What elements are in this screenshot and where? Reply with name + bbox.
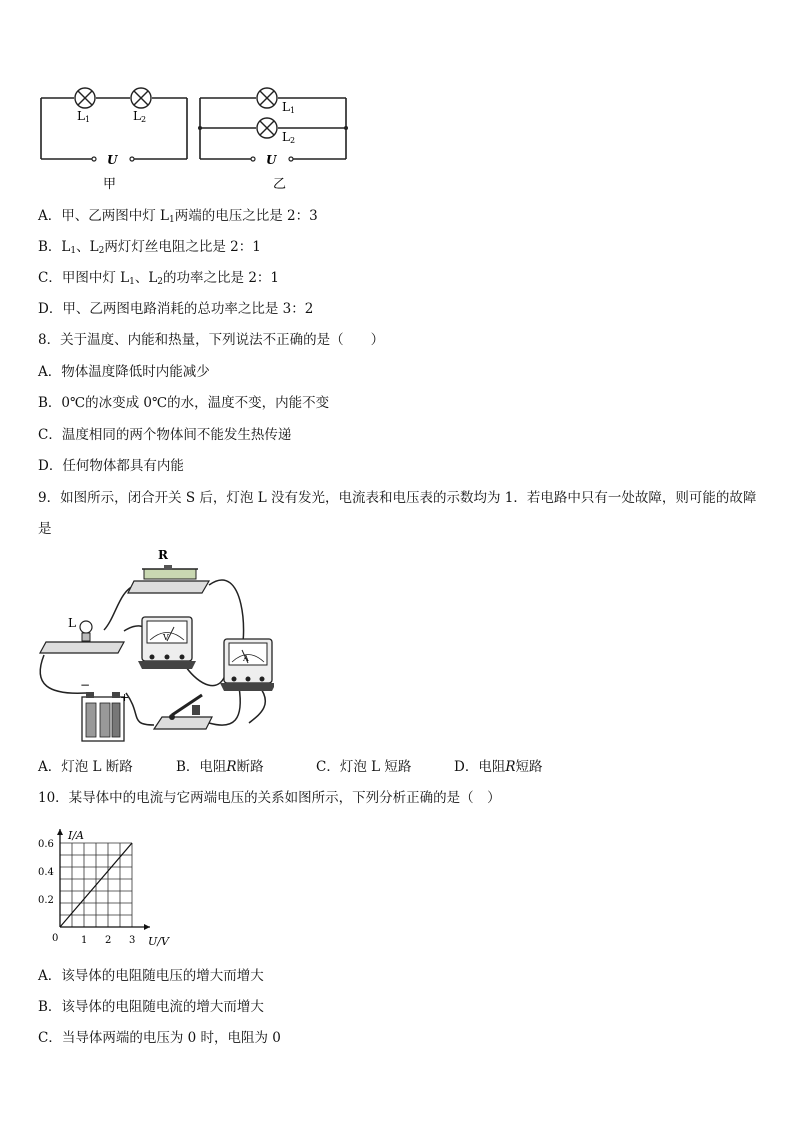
lamp-l1-icon: [75, 88, 95, 108]
resistor-icon: [128, 565, 209, 593]
label-lamp-l: L: [68, 616, 76, 630]
svg-text:L2: L2: [282, 130, 296, 145]
q9-option-d: D．电阻R短路: [454, 759, 543, 775]
q10-option-c: C．当导体两端的电压为 0 时，电阻为 0: [38, 1030, 281, 1046]
battery-icon: [82, 692, 124, 741]
voltmeter-icon: [138, 617, 196, 669]
q8-option-d: D．任何物体都具有内能: [38, 458, 184, 474]
circuit-yi-figure: [196, 84, 352, 194]
label-battery-minus: −: [80, 678, 91, 692]
q8-option-b: B．0℃的冰变成 0℃的水，温度不变，内能不变: [38, 395, 330, 411]
q10-option-b: B．该导体的电阻随电流的增大而增大: [38, 999, 264, 1015]
q7-option-d: D．甲、乙两图电路消耗的总功率之比是 3：2: [38, 301, 314, 317]
q10-option-a: A．该导体的电阻随电压的增大而增大: [38, 968, 264, 984]
caption-yi: 乙: [273, 177, 287, 192]
label-l2: L: [282, 130, 290, 144]
lamp-icon: [40, 621, 124, 653]
y-tick-label: 0.6: [38, 839, 54, 850]
y-axis-label: I/A: [68, 829, 84, 842]
label-l1: L: [282, 100, 290, 114]
svg-text:L1: L1: [282, 100, 296, 115]
svg-text:L2: L2: [133, 109, 147, 124]
circuit-jia-figure: [36, 84, 192, 194]
iu-chart: [36, 822, 176, 952]
switch-icon: [154, 695, 212, 729]
y-tick-label: 0.2: [38, 895, 54, 906]
label-ammeter-a: A: [243, 654, 249, 663]
label-voltmeter-v: V: [163, 633, 169, 642]
origin-label: 0: [52, 933, 59, 944]
label-source-u: U: [107, 153, 118, 167]
q10-stem: 10．某导体中的电流与它两端电压的关系如图所示，下列分析正确的是（ ）: [38, 790, 501, 806]
q9-option-c: C．灯泡 L 短路: [316, 759, 412, 775]
y-axis-arrow-icon: [57, 829, 63, 835]
label-l2: L: [133, 109, 141, 123]
label-resistor-r: R: [158, 548, 168, 562]
q7-option-a: A．甲、乙两图中灯 $L_1$两端的电压之比是 2：3: [38, 208, 318, 225]
x-tick-label: 1: [81, 935, 88, 946]
q9-option-b: B．电阻R断路: [176, 759, 264, 775]
q8-option-c: C．温度相同的两个物体间不能发生热传递: [38, 427, 292, 443]
q9-options: [38, 757, 543, 777]
x-axis-label: U/V: [148, 935, 169, 948]
label-source-u: U: [266, 153, 277, 167]
ammeter-icon: [220, 639, 274, 691]
q9-circuit-figure: [34, 545, 274, 750]
q8-stem: 8．关于温度、内能和热量，下列说法不正确的是（ ）: [38, 332, 385, 348]
caption-jia: 甲: [103, 177, 117, 192]
q7-option-c: C．甲图中灯 $L_1$、$L_2$的功率之比是 2：1: [38, 270, 280, 287]
label-battery-plus: +: [120, 691, 130, 704]
q9-option-a: A．灯泡 L 断路: [38, 759, 133, 775]
q9-stem: 9．如图所示，闭合开关 S 后，灯泡 L 没有发光，电流表和电压表的示数均为 1．若电路中只有一处故障，则可能的故障是: [38, 490, 757, 537]
q7-option-b: B．$L_1$、$L_2$两灯灯丝电阻之比是 2：1: [38, 239, 261, 256]
lamp-l2-icon: [131, 88, 151, 108]
y-tick-label: 0.4: [38, 867, 54, 878]
x-tick-label: 3: [129, 935, 136, 946]
x-tick-label: 2: [105, 935, 112, 946]
svg-text:L1: L1: [77, 109, 91, 124]
x-axis-arrow-icon: [144, 924, 150, 930]
lamp-l1-icon: [257, 88, 277, 108]
q8-option-a: A．物体温度降低时内能减少: [38, 364, 210, 380]
label-l1: L: [77, 109, 85, 123]
lamp-l2-icon: [257, 118, 277, 138]
